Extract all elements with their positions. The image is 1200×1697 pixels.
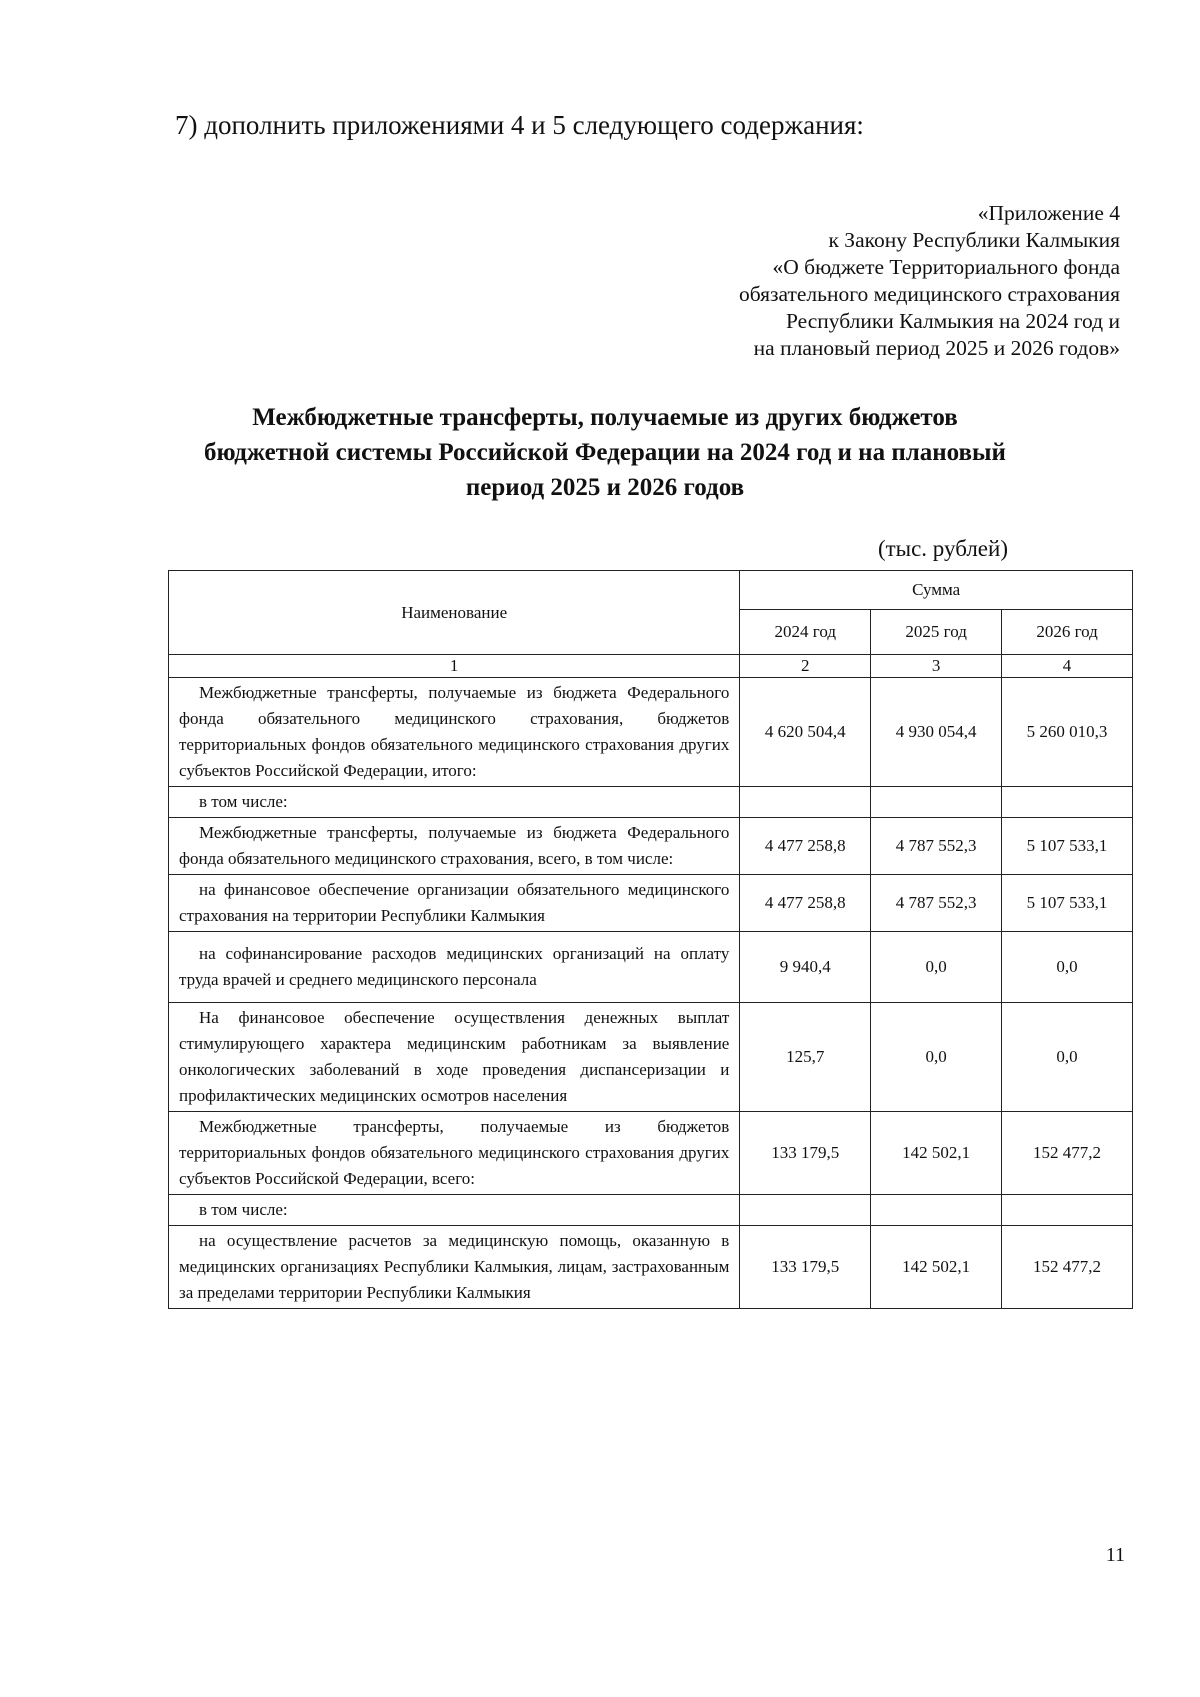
appendix-line: обязательного медицинского страхования <box>738 282 1120 306</box>
index-cell: 1 <box>169 655 740 678</box>
table-row <box>169 678 1133 787</box>
header-year-2024: 2024 год <box>740 610 871 655</box>
table-row <box>169 1003 1133 1112</box>
row-value-2025: 4 787 552,3 <box>871 875 1002 932</box>
table-row <box>169 875 1133 932</box>
row-value-2024: 133 179,5 <box>740 1112 871 1195</box>
row-value-2024 <box>740 787 871 818</box>
row-value-2025: 142 502,1 <box>871 1226 1002 1309</box>
row-name: Межбюджетные трансферты, получаемые из бюджетов территориальных фондов обязательного медицинского страхования других субъектов Российской Федерации, всего: <box>169 1112 740 1195</box>
table-row <box>169 932 1133 1003</box>
title-line: бюджетной системы Российской Федерации на 2024 год и на плановый <box>204 439 1006 466</box>
row-value-2025 <box>871 787 1002 818</box>
row-value-2024: 4 620 504,4 <box>740 678 871 787</box>
row-value-2025 <box>871 1195 1002 1226</box>
appendix-line: на плановый период 2025 и 2026 годов» <box>753 336 1120 360</box>
appendix-line: «О бюджете Территориального фонда <box>772 255 1120 279</box>
row-value-2026: 152 477,2 <box>1002 1226 1133 1309</box>
row-name: в том числе: <box>169 787 740 818</box>
table-index-row <box>169 655 1133 678</box>
index-cell: 3 <box>871 655 1002 678</box>
header-name: Наименование <box>169 571 740 655</box>
row-name: Межбюджетные трансферты, получаемые из бюджета Федерального фонда обязательного медицинского страхования, бюджетов территориальных фондов обязательного медицинского страхования других субъектов Российской Федерации, итого: <box>169 678 740 787</box>
row-value-2026: 5 107 533,1 <box>1002 875 1133 932</box>
row-value-2025: 142 502,1 <box>871 1112 1002 1195</box>
row-value-2024: 9 940,4 <box>740 932 871 1003</box>
header-year-2025: 2025 год <box>871 610 1002 655</box>
row-name: Межбюджетные трансферты, получаемые из бюджета Федерального фонда обязательного медицинского страхования, всего, в том числе: <box>169 818 740 875</box>
title-line: Межбюджетные трансферты, получаемые из других бюджетов <box>252 404 958 431</box>
row-value-2025: 0,0 <box>871 932 1002 1003</box>
row-value-2024 <box>740 1195 871 1226</box>
table-row <box>169 1195 1133 1226</box>
transfers-table <box>168 570 1133 1309</box>
intro-paragraph: 7) дополнить приложениями 4 и 5 следующего содержания: <box>175 110 864 140</box>
row-name: На финансовое обеспечение осуществления денежных выплат стимулирующего характера медицинским работникам за выявление онкологических заболеваний в ходе проведения диспансеризации и профилактических медицинских осмотров населения <box>169 1003 740 1112</box>
row-value-2026: 0,0 <box>1002 1003 1133 1112</box>
row-value-2026 <box>1002 1195 1133 1226</box>
row-value-2026: 5 107 533,1 <box>1002 818 1133 875</box>
index-cell: 2 <box>740 655 871 678</box>
row-name: на софинансирование расходов медицинских организаций на оплату труда врачей и среднего медицинского персонала <box>169 932 740 1003</box>
units-label: (тыс. рублей) <box>877 536 1008 561</box>
row-value-2024: 4 477 258,8 <box>740 875 871 932</box>
row-value-2026: 152 477,2 <box>1002 1112 1133 1195</box>
row-value-2024: 4 477 258,8 <box>740 818 871 875</box>
appendix-line: «Приложение 4 <box>977 201 1120 225</box>
row-value-2024: 125,7 <box>740 1003 871 1112</box>
row-name: на осуществление расчетов за медицинскую помощь, оказанную в медицинских организациях Республики Калмыкия, лицам, застрахованным за пределами территории Республики Калмыкия <box>169 1226 740 1309</box>
page-number: 11 <box>1105 1544 1125 1566</box>
row-value-2025: 0,0 <box>871 1003 1002 1112</box>
table-row <box>169 1226 1133 1309</box>
document-title <box>170 400 1040 505</box>
table-row <box>169 787 1133 818</box>
header-year-2026: 2026 год <box>1002 610 1133 655</box>
row-value-2026: 5 260 010,3 <box>1002 678 1133 787</box>
row-value-2026: 0,0 <box>1002 932 1133 1003</box>
appendix-line: к Закону Республики Калмыкия <box>828 228 1120 252</box>
row-name: на финансовое обеспечение организации обязательного медицинского страхования на территории Республики Калмыкия <box>169 875 740 932</box>
title-line: период 2025 и 2026 годов <box>465 474 745 501</box>
index-cell: 4 <box>1002 655 1133 678</box>
row-value-2026 <box>1002 787 1133 818</box>
row-value-2025: 4 930 054,4 <box>871 678 1002 787</box>
appendix-header <box>739 200 1120 362</box>
table-header-row <box>169 571 1133 610</box>
table-row <box>169 1112 1133 1195</box>
appendix-line: Республики Калмыкия на 2024 год и <box>785 309 1120 333</box>
row-value-2024: 133 179,5 <box>740 1226 871 1309</box>
row-name: в том числе: <box>169 1195 740 1226</box>
header-sum: Сумма <box>740 571 1133 610</box>
row-value-2025: 4 787 552,3 <box>871 818 1002 875</box>
table-row <box>169 818 1133 875</box>
